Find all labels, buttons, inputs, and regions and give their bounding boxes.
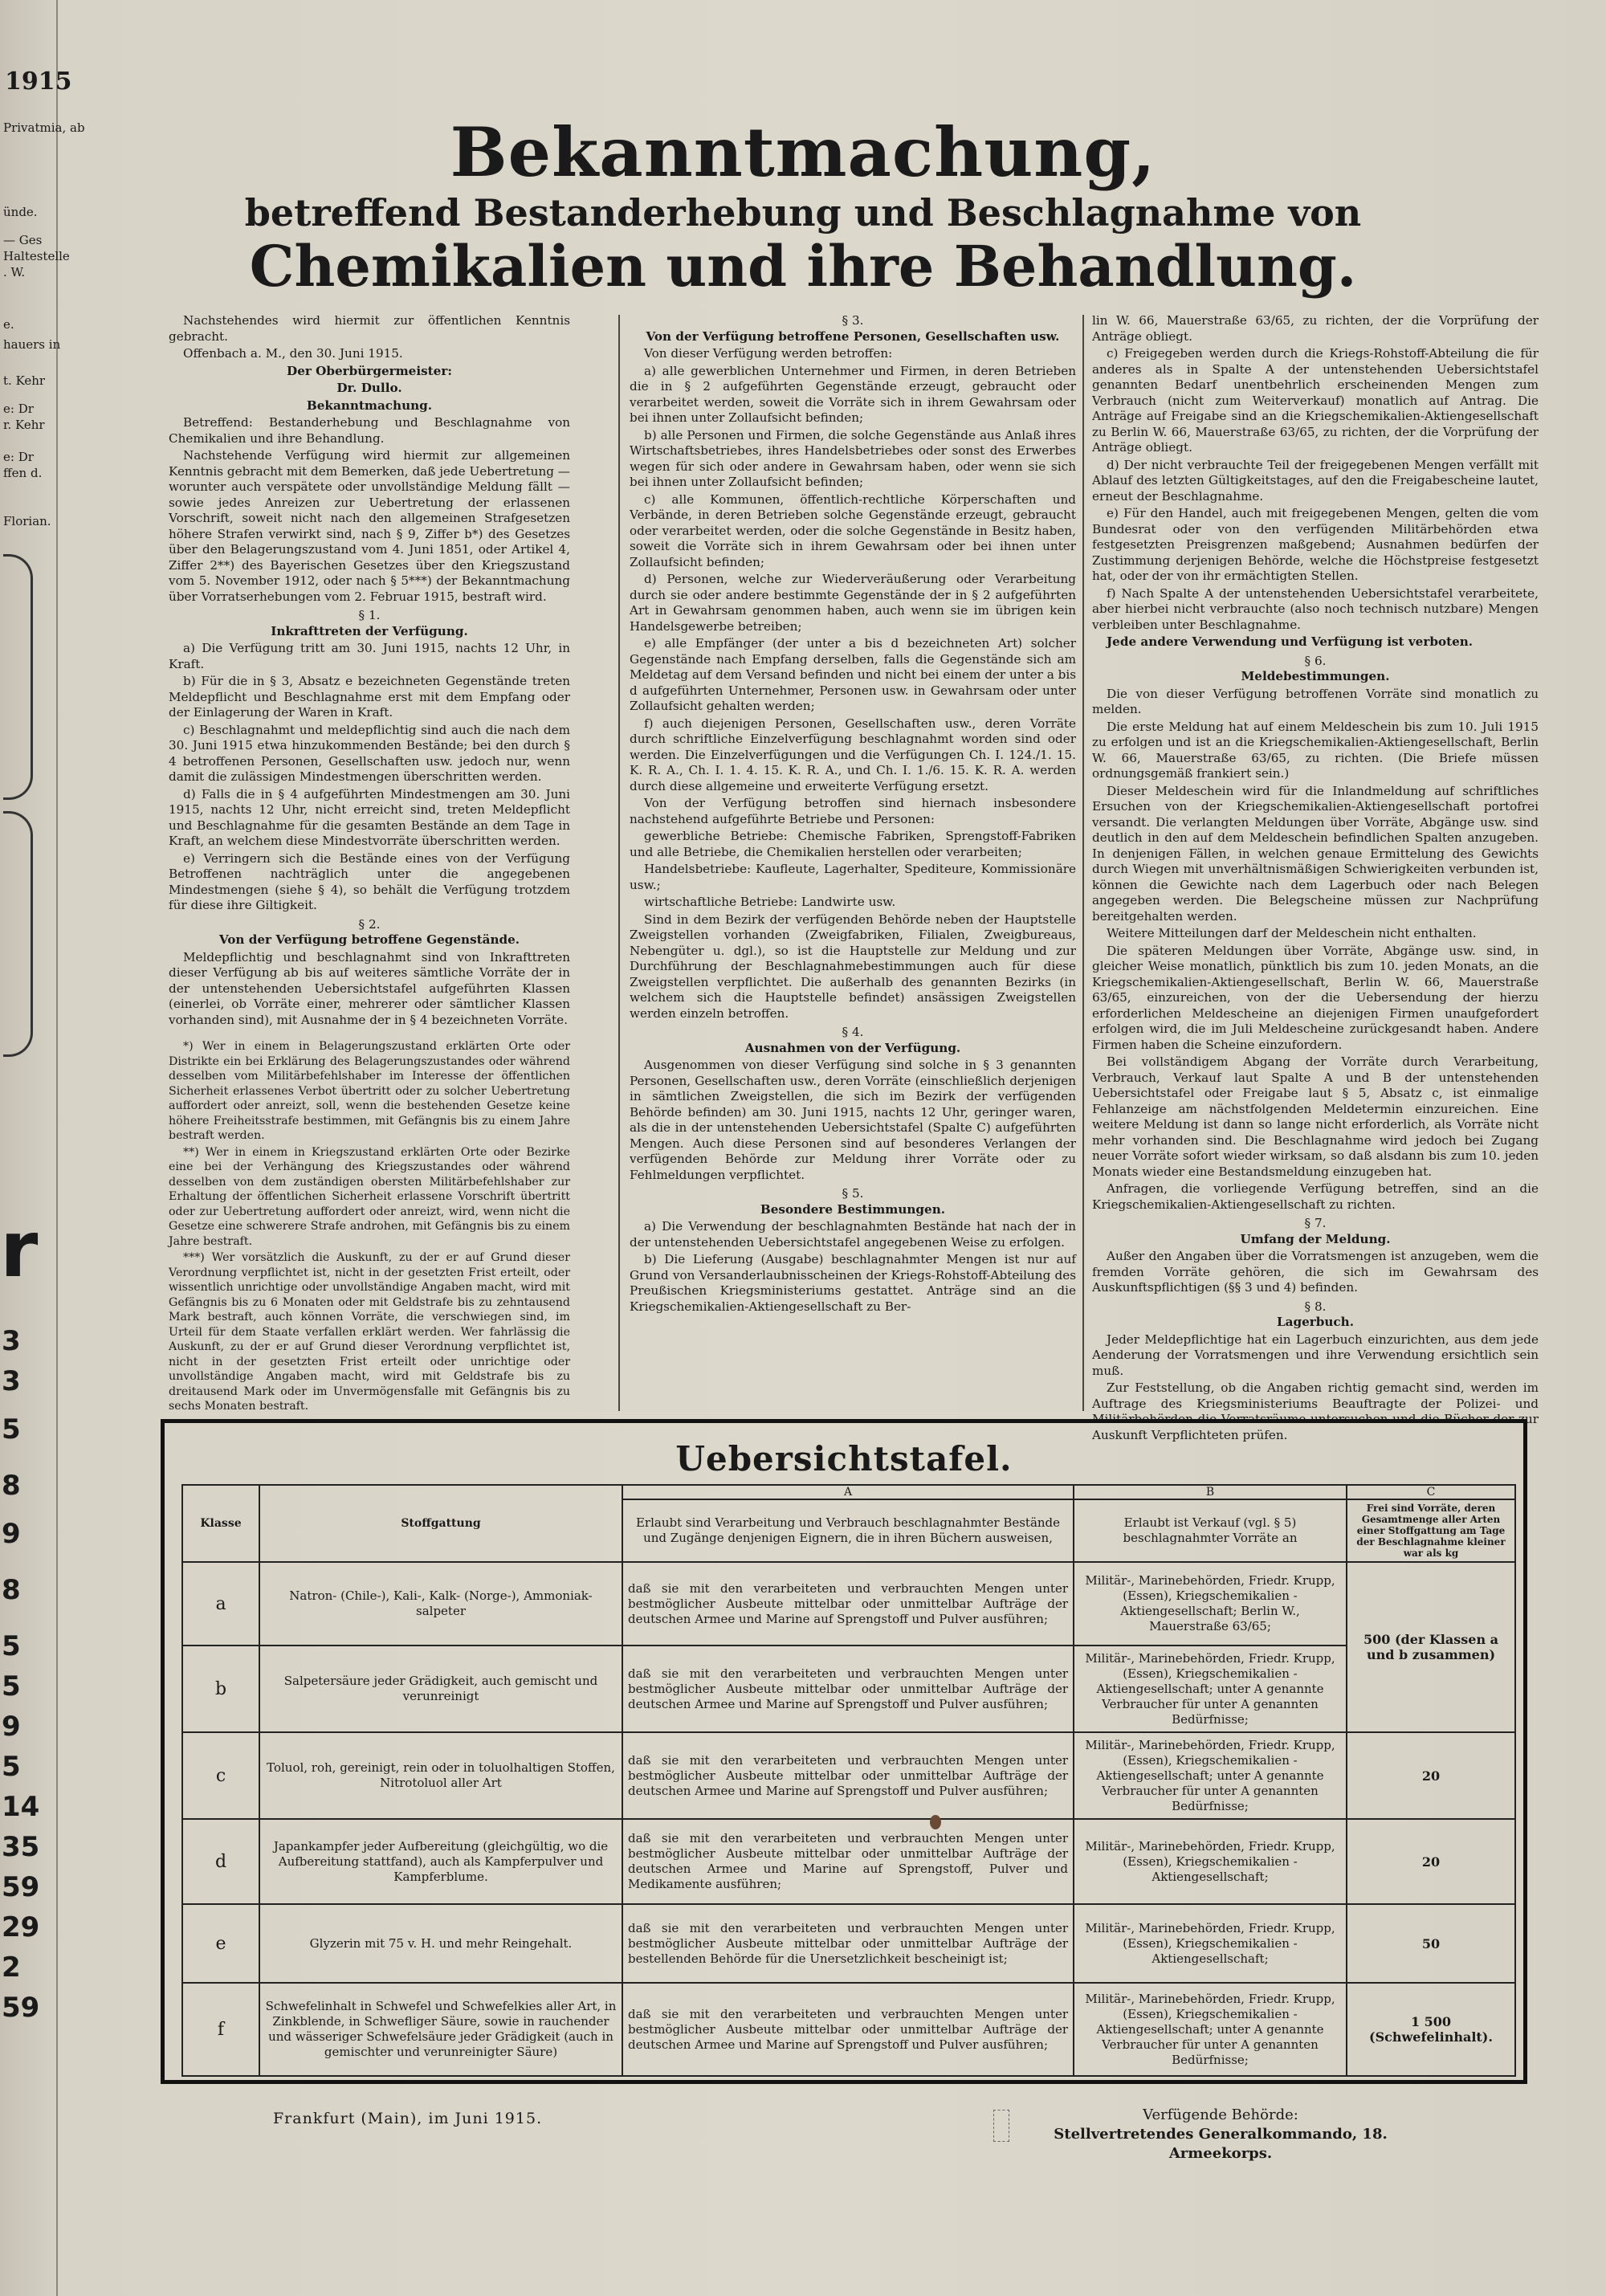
paragraph: Jeder Meldepflichtige hat ein Lagerbuch einzurichten, aus dem jede Aenderung der Vorratsmengen und ihre Verwendung ersichtlich sein muß.: [1092, 1332, 1539, 1378]
footnote: *) Wer in einem in Belagerungszustand erklärten Orte oder Distrikte ein bei Erklärung des Belagerungszustandes oder während desselben vom Militärbefehlshaber im Interesse der öffentlichen Sicherheit erlassenes Verbot übertritt oder zu solcher Uebertretung auffordert oder anreizt, soll, wenn die bestehenden Gesetze keine höhere Freiheitsstrafe bestimmen, mit Gefängnis bis zu einem Jahre bestraft werden.: [169, 1040, 570, 1142]
margin-number: 5: [2, 1751, 21, 1783]
section-title: Ausnahmen von der Verfügung.: [744, 1040, 961, 1055]
margin-number: 14: [2, 1791, 40, 1823]
column-a-cell: daß sie mit den verarbeiteten und verbrauchten Mengen unter bestmöglicher Ausbeute mittelbar oder unmittelbar Aufträge der deutschen Armee und Marine auf Sprengstoff, Pulver und Medikamente ausführen;: [622, 1819, 1074, 1904]
margin-number: 5: [2, 1630, 21, 1662]
paragraph: c) Beschlagnahmt und meldepflichtig sind auch die nach dem 30. Juni 1915 etwa hinzukommenden Bestände; bei den durch § 4 betroffenen Personen, Gesellschaften usw. jedoch nur, wenn damit die zulässigen Mindestmengen überschritten werden.: [169, 722, 570, 784]
margin-year: 1915: [5, 67, 72, 96]
column-letter-c: C: [1347, 1485, 1515, 1499]
column-a-cell: daß sie mit den verarbeiteten und verbrauchten Mengen unter bestmöglicher Ausbeute mittelbar oder unmittelbar Aufträge der deutschen Armee und Marine auf Sprengstoff und Pulver ausführen;: [622, 1983, 1074, 2076]
margin-number: 59: [2, 1992, 40, 2024]
header-b: Erlaubt ist Verkauf (vgl. § 5) beschlagnahmter Vorräte an: [1074, 1499, 1347, 1562]
section-title: Meldebestimmungen.: [1241, 669, 1390, 683]
paragraph: Außer den Angaben über die Vorratsmengen ist anzugeben, wem die fremden Vorräte gehören, die sich im Gewahrsam des Auskunftspflichtigen (§§ 3 und 4) befinden.: [1092, 1249, 1539, 1295]
margin-ornament: [3, 811, 33, 1057]
main-title: Bekanntmachung,: [450, 112, 1156, 192]
margin-text: Florian.: [3, 514, 51, 528]
footnote: **) Wer in einem in Kriegszustand erklärten Orte oder Bezirke eine bei der Verhängung des Kriegszustandes oder während desselben von dem zuständigen obersten Militärbefehlshaber zur Erhaltung der öffentlichen Sicherheit erlassene Vorschrift übertritt oder zur Uebertretung auffordert oder anreizt, wird, wenn nicht die Gesetze eine schwerere Strafe androhen, mit Gefängnis bis zu einem Jahre bestraft.: [169, 1145, 570, 1248]
table-row: [182, 1904, 1515, 1983]
paragraph: c) Freigegeben werden durch die Kriegs-Rohstoff-Abteilung die für anderes als in Spalte A der untenstehenden Uebersichtstafel genannten Bedarf unentbehrlich erscheinenden Mengen zum Verbrauch (nicht zum Weiterverkauf) monatlich auf Antrag. Die Anträge auf Freigabe sind an die Kriegschemikalien-Aktiengesellschaft zu Berlin W. 66, Mauerstraße 63/65, zu richten, der die Vorprüfung der Anträge obliegt.: [1092, 346, 1539, 455]
margin-text: ünde.: [3, 205, 38, 219]
text-column-2: [630, 313, 1076, 1405]
paragraph: b) alle Personen und Firmen, die solche Gegenstände aus Anlaß ihres Wirtschaftsbetriebes, ihres Handelsbetriebes oder sonst des Erwerbes wegen für sich oder andere in Gewahrsam haben, oder wenn sie sich bei ihnen unter Zollaufsicht befinden;: [630, 427, 1076, 489]
column-letter-b: B: [1074, 1485, 1347, 1499]
adjacent-page-margin: [0, 0, 85, 2296]
place-date: Frankfurt (Main), im Juni 1915.: [273, 2110, 543, 2127]
column-c-cell: 20: [1347, 1819, 1515, 1904]
paragraph: Betreffend: Bestanderhebung und Beschlagnahme von Chemikalien und ihre Behandlung.: [169, 415, 570, 446]
column-rule: [1082, 315, 1084, 1411]
margin-text: Privatmia, ab: [3, 120, 85, 135]
table-row: [182, 1732, 1515, 1819]
authority-label: Verfügende Behörde:: [1143, 2106, 1298, 2123]
section-title: Besondere Bestimmungen.: [760, 1201, 946, 1217]
column-b-cell: Militär-, Marinebehörden, Friedr. Krupp, (Essen), Kriegschemikalien - Aktiengesellschaft; unter A genannte Verbraucher für unter A genannten Bedürfnisse;: [1074, 1732, 1347, 1819]
table-row: [182, 1562, 1515, 1646]
stoff-cell: Salpetersäure jeder Grädigkeit, auch gemischt und verunreinigt: [259, 1646, 622, 1732]
paragraph: gewerbliche Betriebe: Chemische Fabriken, Sprengstoff-Fabriken und alle Betriebe, die Chemikalien herstellen oder verarbeiten;: [630, 829, 1076, 859]
paragraph: d) Personen, welche zur Wiederveräußerung oder Verarbeitung durch sie oder andere bestimmte Gegenstände der in § 2 aufgeführten Art in Gewahrsam genommen haben, auch wenn sie im übrigen kein Handelsgewerbe betreiben;: [630, 572, 1076, 634]
margin-text: e: Dr: [3, 450, 34, 464]
paragraph: Die erste Meldung hat auf einem Meldeschein bis zum 10. Juli 1915 zu erfolgen und ist an die Kriegschemikalien-Aktiengesellschaft, Berlin W. 66, Mauerstraße 63/65, zu richten. (Die Briefe müssen ordnungsgemäß frankiert sein.): [1092, 719, 1539, 781]
margin-text: ffen d.: [3, 466, 43, 480]
paragraph: a) Die Verwendung der beschlagnahmten Bestände hat nach der in der untenstehenden Uebersichtstafel angegebenen Weise zu erfolgen.: [630, 1219, 1076, 1250]
paragraph: b) Die Lieferung (Ausgabe) beschlagnahmter Mengen ist nur auf Grund von Versanderlaubnisscheinen der Kriegs-Rohstoff-Abteilung des Preußischen Kriegsministeriums gestattet. Anträge sind an die Kriegschemikalien-Aktiengesellschaft zu Ber-: [630, 1252, 1076, 1314]
header-stoffgattung: Stoffgattung: [259, 1485, 622, 1562]
column-c-cell: 50: [1347, 1904, 1515, 1983]
section-title: Von der Verfügung betroffene Personen, Gesellschaften usw.: [646, 328, 1060, 344]
klasse-cell: b: [182, 1646, 259, 1732]
margin-number: 8: [2, 1574, 21, 1606]
paragraph: Handelsbetriebe: Kaufleute, Lagerhalter, Spediteure, Kommissionäre usw.;: [630, 862, 1076, 892]
print-mark: [993, 2110, 1009, 2142]
margin-ornament: [3, 554, 33, 800]
stoff-cell: Japankampfer jeder Aufbereitung (gleichgültig, wo die Aufbereitung stattfand), auch als Kampferpulver und Kampferblume.: [259, 1819, 622, 1904]
header-klasse: Klasse: [182, 1485, 259, 1562]
paragraph: Zur Feststellung, ob die Angaben richtig gemacht sind, werden im Auftrage des Kriegsministeriums Beauftragte der Polizei- und Militärbehörden die Vorratsräume untersuchen und die Bücher der zur Auskunft Verpflichteten prüfen.: [1092, 1380, 1539, 1442]
table-row: [182, 1819, 1515, 1904]
signature-name: Dr. Dullo.: [336, 381, 402, 395]
column-a-cell: daß sie mit den verarbeiteten und verbrauchten Mengen unter bestmöglicher Ausbeute mittelbar oder unmittelbar Aufträge der deutschen Armee und Marine auf Sprengstoff und Pulver ausführen;: [622, 1562, 1074, 1646]
paragraph: e) Für den Handel, auch mit freigegebenen Mengen, gelten die vom Bundesrat oder von den verfügenden Militärbehörden etwa festgesetzten Preisgrenzen maßgebend; Ausnahmen bedürfen der Zustimmung derjenigen Behörde, welche die Höchstpreise festgesetzt hat, oder der von ihr ermächtigten Stellen.: [1092, 506, 1539, 583]
margin-number: 2: [2, 1951, 21, 1984]
header-c: Frei sind Vorräte, deren Gesamtmenge aller Arten einer Stoffgattung am Tage der Beschlagnahme kleiner war als kg: [1347, 1499, 1515, 1562]
paragraph: Meldepflichtig und beschlagnahmt sind von Inkrafttreten dieser Verfügung ab bis auf weiteres sämtliche Vorräte der in der untenstehenden Uebersichtstafel aufgeführten Klassen (einerlei, ob Vorräte einer, mehrerer oder sämtlicher Klassen vorhanden sind), mit Ausnahme der in § 4 bezeichneten Vorräte.: [169, 949, 570, 1027]
paragraph: Von der Verfügung betroffen sind hiernach insbesondere nachstehend aufgeführte Betriebe und Personen:: [630, 796, 1076, 826]
section-title: Von der Verfügung betroffene Gegenstände.: [218, 932, 520, 947]
stoff-cell: Schwefelinhalt in Schwefel und Schwefelkies aller Art, in Zinkblende, in Schwefliger Säure, sowie in rauchender und wässeriger Schwefelsäure jeder Grädigkeit (auch in gemischter und verunreinigter Säure): [259, 1983, 622, 2076]
column-c-cell: 20: [1347, 1732, 1515, 1819]
subtitle: betreffend Bestanderhebung und Beschlagnahme von: [244, 191, 1362, 234]
section-title: Lagerbuch.: [1276, 1315, 1355, 1329]
section-number: § 4.: [842, 1025, 864, 1039]
paragraph: Die von dieser Verfügung betroffenen Vorräte sind monatlich zu melden.: [1092, 686, 1539, 716]
margin-text: hauers in: [3, 337, 61, 352]
paragraph: d) Falls die in § 4 aufgeführten Mindestmengen am 30. Juni 1915, nachts 12 Uhr, nicht erreicht sind, treten Meldepflicht und Beschlagnahme für die gesamten Bestände an dem Tage in Kraft, an welchem diese Mindestvorräte überschritten werden.: [169, 786, 570, 848]
klasse-cell: e: [182, 1904, 259, 1983]
column-b-cell: Militär-, Marinebehörden, Friedr. Krupp, (Essen), Kriegschemikalien - Aktiengesellschaft; unter A genannte Verbraucher für unter A genannten Bedürfnisse;: [1074, 1646, 1347, 1732]
footnote: ***) Wer vorsätzlich die Auskunft, zu der er auf Grund dieser Verordnung verpflichtet ist, nicht in der gesetzten Frist erteilt, oder wissentlich unrichtige oder unvollständige Angaben macht, wird mit Gefängnis bis zu 6 Monaten oder mit Geldstrafe bis zu zehntausend Mark bestraft, auch können Vorräte, die verschwiegen sind, im Urteil für dem Staate verfallen erklärt werden. Wer fahrlässig die Auskunft, zu der er auf Grund dieser Verordnung verpflichtet ist, nicht in der gesetzten Frist erteilt oder unrichtige oder unvollständige Angaben macht, wird mit Geldstrafe bis zu dreitausend Mark oder im Unvermögensfalle mit Gefängnis bis zu sechs Monaten bestraft.: [169, 1251, 570, 1413]
paragraph: Weitere Mitteilungen darf der Meldeschein nicht enthalten.: [1107, 926, 1477, 940]
margin-text: t. Kehr: [3, 373, 46, 388]
margin-text: e: Dr: [3, 402, 34, 416]
margin-number: 5: [2, 1670, 21, 1703]
section-heading: Bekanntmachung.: [306, 398, 433, 413]
column-b-cell: Militär-, Marinebehörden, Friedr. Krupp, (Essen), Kriegschemikalien - Aktiengesellschaft;: [1074, 1819, 1347, 1904]
paragraph: lin W. 66, Mauerstraße 63/65, zu richten, der die Vorprüfung der Anträge obliegt.: [1092, 313, 1539, 344]
subtitle-main: Chemikalien und ihre Behandlung.: [249, 233, 1357, 300]
paragraph: a) Die Verfügung tritt am 30. Juni 1915, nachts 12 Uhr, in Kraft.: [169, 641, 570, 671]
column-c-cell: 1 500 (Schwefelinhalt).: [1347, 1983, 1515, 2076]
klasse-cell: a: [182, 1562, 259, 1646]
overview-table-box: [161, 1419, 1527, 2084]
section-title: Inkrafttreten der Verfügung.: [271, 623, 468, 638]
paragraph: c) alle Kommunen, öffentlich-rechtliche Körperschaften und Verbände, in deren Betrieben solche Gegenstände erzeugt, gebraucht oder verarbeitet werden, oder die solche Gegenstände in Besitz haben, soweit die Vorräte sich in ihrem Gewahrsam oder bei ihnen unter Zollaufsicht befinden;: [630, 491, 1076, 569]
column-b-cell: Militär-, Marinebehörden, Friedr. Krupp, (Essen), Kriegschemikalien - Aktiengesellschaft;: [1074, 1904, 1347, 1983]
paragraph: e) alle Empfänger (der unter a bis d bezeichneten Art) solcher Gegenstände nach Empfang derselben, falls die Gegenstände sich am Meldetag auf dem Versand befinden und nicht bei einem der unter a bis d aufgeführten Unternehmer, Personen usw. in Gewahrsam oder unter Zollaufsicht gehalten werden;: [630, 636, 1076, 713]
section-title: Umfang der Meldung.: [1240, 1231, 1391, 1246]
margin-text: . W.: [3, 265, 26, 279]
section-number: § 1.: [358, 608, 381, 622]
margin-text: r. Kehr: [3, 418, 45, 432]
table-row: [182, 1983, 1515, 2076]
column-a-cell: daß sie mit den verarbeiteten und verbrauchten Mengen unter bestmöglicher Ausbeute mittelbar oder unmittelbar Aufträge der deutschen Armee und Marine auf Sprengstoff und Pulver ausführen;: [622, 1732, 1074, 1819]
column-b-cell: Militär-, Marinebehörden, Friedr. Krupp, (Essen), Kriegschemikalien - Aktiengesellschaft; Berlin W., Mauerstraße 63/65;: [1074, 1562, 1347, 1646]
column-rule: [618, 315, 620, 1411]
paragraph: Bei vollständigem Abgang der Vorräte durch Verarbeitung, Verbrauch, Verkauf laut Spalte A und B der untenstehenden Uebersichtstafel oder Freigabe laut § 5, Absatz c, ist einmalige Fehlanzeige am nächstfolgenden Meldetermin einzureichen. Eine weitere Meldung ist dann so lange nicht erforderlich, als Vorräte nicht mehr vorhanden sind. Die Beschlagnahme wird jedoch bei Zugang neuer Vorräte sofort wieder wirksam, so daß alsdann bis zum 10. jeden Monats wieder eine Bestandsmeldung einzugeben hat.: [1092, 1054, 1539, 1179]
table-row: [182, 1646, 1515, 1732]
margin-number: 8: [2, 1470, 21, 1502]
paragraph: Ausgenommen von dieser Verfügung sind solche in § 3 genannten Personen, Gesellschaften usw., deren Vorräte (einschließlich derjenigen in sämtlichen Zweigstellen, die sich im Bezirk der verfügenden Behörde befinden) am 30. Juni 1915, nachts 12 Uhr, geringer waren, als die in der untenstehenden Uebersichtstafel (Spalte C) aufgeführten Mengen. Auch diese Personen sind auf besonderes Verlangen der verfügenden Behörde zur Meldung ihrer Vorräte oder zu Fehlmeldungen verpflichtet.: [630, 1058, 1076, 1182]
overview-table: [181, 1484, 1516, 2077]
margin-number: 35: [2, 1831, 40, 1863]
margin-text: — Ges: [3, 233, 43, 247]
authority-block: [1020, 2106, 1421, 2163]
section-number: § 3.: [842, 313, 864, 328]
paragraph: Dieser Meldeschein wird für die Inlandmeldung auf schriftliches Ersuchen von der Kriegschemikalien-Aktiengesellschaft portofrei versandt. Die verlangten Meldungen über Vorräte, Abgänge usw. sind deutlich in den auf dem Meldeschein befindlichen Spalten anzugeben. In denjenigen Fällen, in welchen genaue Ermittelung des Gewichts durch Wiegen mit unverhältnismäßigen Schwierigkeiten verbunden ist, können die Gewichte nach dem Lagerbuch oder nach Belegen angegeben werden. Die Belegscheine müssen zur Nachprüfung bereitgehalten werden.: [1092, 783, 1539, 924]
paragraph: Von dieser Verfügung werden betroffen:: [644, 346, 893, 361]
margin-number: 3: [2, 1325, 21, 1357]
margin-number: 3: [2, 1365, 21, 1397]
text-column-3: [1092, 313, 1539, 1442]
margin-text: Haltestelle: [3, 249, 70, 263]
margin-number: 59: [2, 1871, 40, 1903]
signature-title: Der Oberbürgermeister:: [287, 363, 452, 378]
table-title: Uebersichtstafel.: [675, 1439, 1013, 1478]
column-letter-a: A: [622, 1485, 1074, 1499]
section-number: § 5.: [842, 1186, 864, 1201]
paragraph: Die späteren Meldungen über Vorräte, Abgänge usw. sind, in gleicher Weise monatlich, pünktlich bis zum 10. jeden Monats, an die Kriegschemikalien-Aktiengesellschaft, Berlin W. 66, Mauerstraße 63/65, einzureichen, von der die Uebersendung der hierzu erforderlichen Meldescheine an diejenigen Firmen unaufgefordert erfolgen wird, die im Juli Meldescheine zurückgesandt haben. Andere Firmen haben die Scheine einzufordern.: [1092, 943, 1539, 1052]
stoff-cell: Toluol, roh, gereinigt, rein oder in toluolhaltigen Stoffen, Nitrotoluol aller Art: [259, 1732, 622, 1819]
paragraph: wirtschaftliche Betriebe: Landwirte usw.: [644, 895, 896, 909]
column-b-cell: Militär-, Marinebehörden, Friedr. Krupp, (Essen), Kriegschemikalien - Aktiengesellschaft; unter A genannte Verbraucher für unter A genannten Bedürfnisse;: [1074, 1983, 1347, 2076]
section-number: § 2.: [358, 916, 381, 932]
section-number: § 7.: [1304, 1216, 1327, 1230]
margin-number: 5: [2, 1413, 21, 1446]
column-a-cell: daß sie mit den verarbeiteten und verbrauchten Mengen unter bestmöglicher Ausbeute mittelbar oder unmittelbar Aufträge der bestellenden Behörde für die Unersetzlichkeit bescheinigt ist;: [622, 1904, 1074, 1983]
section-number: § 8.: [1304, 1299, 1327, 1314]
paragraph: Offenbach a. M., den 30. Juni 1915.: [183, 346, 403, 361]
paragraph: b) Für die in § 3, Absatz e bezeichneten Gegenstände treten Meldepflicht und Beschlagnahme erst mit dem Empfang oder der Einlagerung der Waren in Kraft.: [169, 674, 570, 720]
paragraph: d) Der nicht verbrauchte Teil der freigegebenen Mengen verfällt mit Ablauf des letzten Gültigkeitstages, auf den die Freigabescheine lautet, erneut der Beschlagnahme.: [1092, 457, 1539, 504]
klasse-cell: d: [182, 1819, 259, 1904]
paragraph: Anfragen, die vorliegende Verfügung betreffen, sind an die Kriegschemikalien-Aktiengesellschaft zu richten.: [1092, 1181, 1539, 1212]
section-number: § 6.: [1304, 653, 1327, 668]
authority-name: Stellvertretendes Generalkommando, 18. Armeekorps.: [1054, 2126, 1388, 2162]
stoff-cell: Glyzerin mit 75 v. H. und mehr Reingehalt.: [259, 1904, 622, 1983]
column-a-cell: daß sie mit den verarbeiteten und verbrauchten Mengen unter bestmöglicher Ausbeute mittelbar oder unmittelbar Aufträge der deutschen Armee und Marine auf Sprengstoff und Pulver ausführen;: [622, 1646, 1074, 1732]
stoff-cell: Natron- (Chile-), Kali-, Kalk- (Norge-), Ammoniak-salpeter: [259, 1562, 622, 1646]
margin-big-letter: r: [0, 1205, 39, 1295]
paragraph: a) alle gewerblichen Unternehmer und Firmen, in deren Betrieben die in § 2 aufgeführten Gegenstände erzeugt, gebraucht oder verarbeitet werden, soweit die Vorräte sich in ihrem Gewahrsam oder bei ihnen unter Zollaufsicht befinden;: [630, 363, 1076, 425]
margin-number: 9: [2, 1518, 21, 1550]
paragraph: f) auch diejenigen Personen, Gesellschaften usw., deren Vorräte durch schriftliche Einzelverfügung beschlagnahmt worden sind oder werden. Die Einzelverfügungen und die Verfügungen Ch. I. 124./1. 15. K. R. A., Ch. I. 1. 4. 15. K. R. A., und Ch. I. 1./6. 15. K. R. A. werden durch diese allgemeine und erweiterte Verfügung ersetzt.: [630, 716, 1076, 793]
paragraph: Nachstehendes wird hiermit zur öffentlichen Kenntnis gebracht.: [169, 313, 570, 344]
klasse-cell: c: [182, 1732, 259, 1819]
paragraph: e) Verringern sich die Bestände eines von der Verfügung Betroffenen nachträglich unter die angegebenen Mindestmengen (siehe § 4), so behält die Verfügung trotzdem für diese ihre Giltigkeit.: [169, 850, 570, 912]
paragraph: Jede andere Verwendung und Verfügung ist verboten.: [1107, 634, 1474, 649]
paragraph: Nachstehende Verfügung wird hiermit zur allgemeinen Kenntnis gebracht mit dem Bemerken, daß jede Uebertretung — worunter auch verspätete oder unvollständige Meldung fällt — sowie jedes Anreizen zur Uebertretung der erlassenen Vorschrift, soweit nicht nach den allgemeinen Strafgesetzen höhere Strafen verwirkt sind, nach § 9, Ziffer b*) des Gesetzes über den Belagerungszustand vom 4. Juni 1851, oder Artikel 4, Ziffer 2**) des Bayerischen Gesetzes über den Kriegszustand vom 5. November 1912, oder nach § 5***) der Bekanntmachung über Vorratserhebungen vom 2. Februar 1915, bestraft wird.: [169, 448, 570, 604]
header-a: Erlaubt sind Verarbeitung und Verbrauch beschlagnahmter Bestände und Zugänge denjenigen Eignern, die in ihren Büchern ausweisen,: [622, 1499, 1074, 1562]
ink-blot: [930, 1815, 941, 1829]
paragraph: Sind in dem Bezirk der verfügenden Behörde neben der Hauptstelle Zweigstellen vorhanden (Zweigfabriken, Filialen, Zweigbureaus, Nebengüter u. dgl.), so ist die Hauptstelle zur Meldung und zur Durchführung der Beschlagnahmebestimmungen auch für diese Zweigstellen verpflichtet. Die außerhalb des genannten Bezirks (in welchem sich die Hauptstelle befindet) ansässigen Zweigstellen werden einzeln betroffen.: [630, 911, 1076, 1021]
klasse-cell: f: [182, 1983, 259, 2076]
column-c-cell: 500 (der Klassen a und b zusammen): [1347, 1562, 1515, 1732]
text-column-1: [169, 313, 570, 1413]
paragraph: f) Nach Spalte A der untenstehenden Uebersichtstafel verarbeitete, aber hierbei nicht verbrauchte (also noch technisch nutzbare) Mengen verbleiben unter Beschlagnahme.: [1092, 585, 1539, 632]
margin-text: e.: [3, 317, 14, 332]
margin-number: 29: [2, 1911, 40, 1943]
column-letter-row: [182, 1485, 1515, 1499]
margin-number: 9: [2, 1711, 21, 1743]
